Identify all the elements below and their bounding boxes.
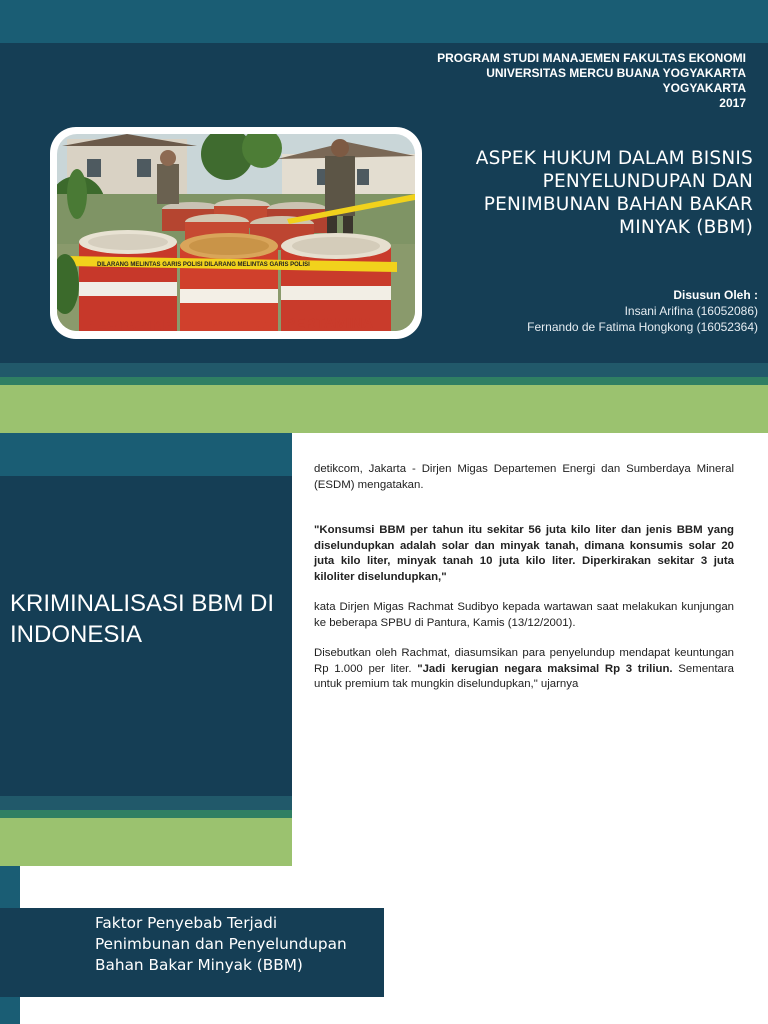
body-quote: "Konsumsi BBM per tahun itu sekitar 56 juta kilo liter dan jenis BBM yang diselundupkan adalah solar dan minyak tanah, dimana konsumis solar 20 juta kilo liter, minyak tanah 10 juta kilo liter. Diperkirakan sekitar 3 juta kiloliter diselundupkan," <box>314 524 734 583</box>
svg-text:PERTAMINA: PERTAMINA <box>185 317 274 331</box>
author-name: Insani Arifina (16052086) <box>624 304 758 318</box>
author-heading: Disusun Oleh : <box>673 288 758 302</box>
author-name: Fernando de Fatima Hongkong (16052364) <box>527 320 758 334</box>
body-text: Sementara untuk premium tak mungkin diselundupkan," ujarnya <box>314 662 735 690</box>
section3-title-line: Penimbunan dan Penyelundupan <box>95 935 347 953</box>
svg-text:DILARANG MELINTAS GARIS POLIS: DILARANG MELINTAS GARIS POLISI DILARANG MELINTAS GARIS POLISI <box>97 262 310 268</box>
body-text: Disebutkan oleh Rachmat, diasumsikan para penyelundup mendapat keuntungan Rp 1.000 per liter. <box>314 647 734 675</box>
cover-stripe-green <box>0 377 768 385</box>
section2-band-light-green <box>0 818 292 866</box>
section2-body <box>314 462 734 708</box>
svg-text:PERTAMINA: PERTAMINA <box>87 317 176 331</box>
section2-top-band <box>0 433 292 476</box>
cover-title-line: MINYAK (BBM) <box>619 217 753 238</box>
body-paragraph: detikcom, Jakarta - Dirjen Migas Departemen Energi dan Sumberdaya Mineral (ESDM) mengatakan. <box>314 463 734 491</box>
body-paragraph: kata Dirjen Migas Rachmat Sudibyo kepada wartawan saat melakukan kunjungan ke beberapa SPBU di Pantura, Kamis (13/12/2001). <box>314 601 734 629</box>
cover-band-light-green <box>0 385 768 433</box>
body-paragraph <box>314 646 734 693</box>
program-line: YOGYAKARTA <box>662 81 746 95</box>
cover-top-band <box>0 0 768 43</box>
section2-title: KRIMINALISASI BBM DI INDONESIA <box>10 590 275 648</box>
program-header <box>326 51 746 111</box>
program-line: PROGRAM STUDI MANAJEMEN FAKULTAS EKONOMI <box>437 51 746 65</box>
oil-drums-photo <box>57 134 415 331</box>
program-line: UNIVERSITAS MERCU BUANA YOGYAKARTA <box>486 66 746 80</box>
section2-stripe-green <box>0 810 292 818</box>
section3-title <box>95 913 375 976</box>
svg-text:PERTAMINA: PERTAMINA <box>285 315 374 331</box>
section2-stripe-dark <box>0 796 292 810</box>
cover-title-line: PENYELUNDUPAN DAN <box>542 171 753 192</box>
cover-stripe-dark <box>0 363 768 377</box>
cover-title-line: PENIMBUNAN BAHAN BAKAR <box>483 194 753 215</box>
section3-title-line: Bahan Bakar Minyak (BBM) <box>95 956 303 974</box>
section3-title-line: Faktor Penyebab Terjadi <box>95 914 278 932</box>
cover-title-line: ASPEK HUKUM DALAM BISNIS <box>475 148 753 169</box>
body-bold-text: "Jadi kerugian negara maksimal Rp 3 triliun. <box>417 662 673 675</box>
cover-title <box>413 147 753 239</box>
program-year: 2017 <box>719 96 746 110</box>
